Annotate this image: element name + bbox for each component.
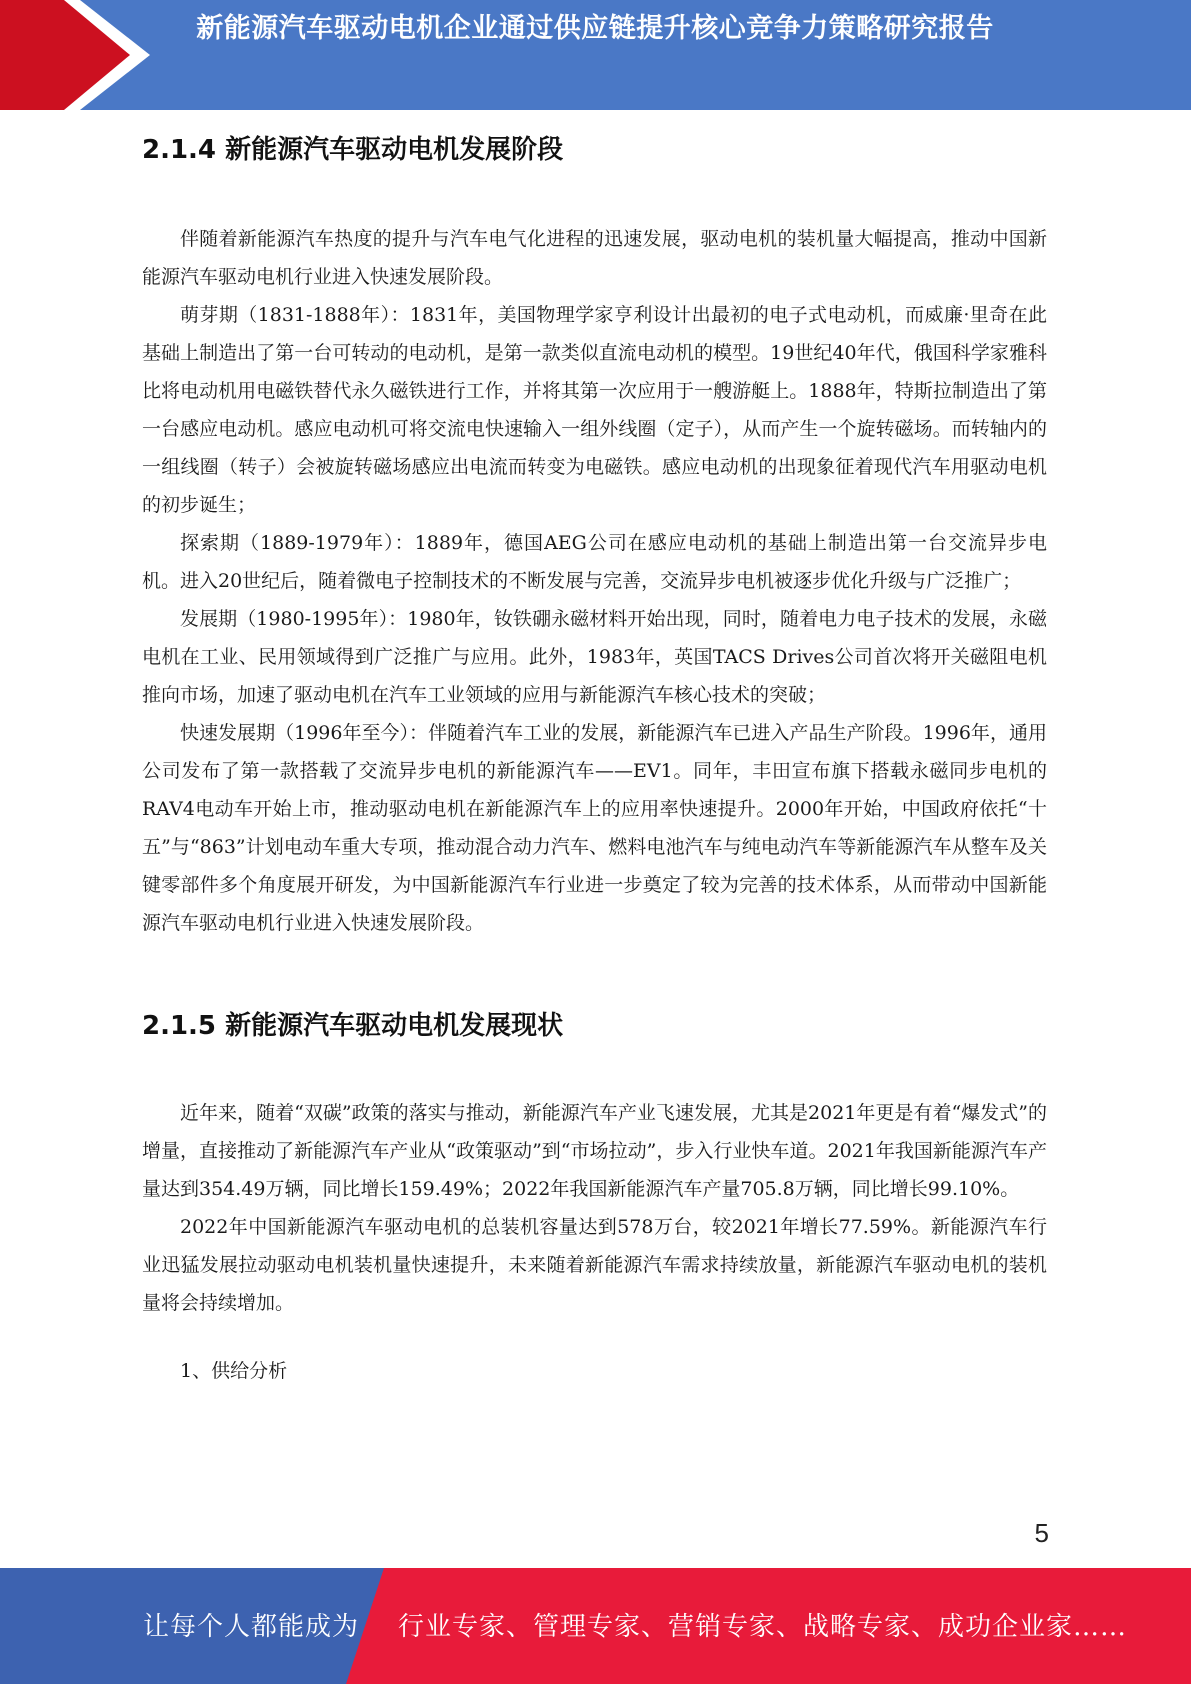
paragraph: 探索期（1889-1979年）：1889年，德国AEG公司在感应电动机的基础上制造出第一台交流异步电机。进入20世纪后，随着微电子控制技术的不断发展与完善，交流异步电机被逐步优化升级与广泛推广； bbox=[142, 532, 1047, 592]
paragraph: 2022年中国新能源汽车驱动电机的总装机容量达到578万台，较2021年增长77.59%。新能源汽车行业迅猛发展拉动驱动电机装机量快速提升，未来随着新能源汽车需求持续放量，新能源汽车驱动电机的装机量将会持续增加。 bbox=[142, 1216, 1047, 1314]
footer-slogan-right: 行业专家、管理专家、营销专家、战略专家、成功企业家…… bbox=[398, 1612, 1128, 1642]
paragraph: 快速发展期（1996年至今）：伴随着汽车工业的发展，新能源汽车已进入产品生产阶段。1996年，通用公司发布了第一款搭载了交流异步电机的新能源汽车——EV1。同年，丰田宣布旗下搭载永磁同步电机的RAV4电动车开始上市，推动驱动电机在新能源汽车上的应用率快速提升。2000年开始，中国政府依托“十五”与“863”计划电动车重大专项，推动混合动力汽车、燃料电池汽车与纯电动汽车等新能源汽车从整车及关键零部件多个角度展开研发，为中国新能源汽车行业进一步奠定了较为完善的技术体系，从而带动中国新能源汽车驱动电机行业进入快速发展阶段。 bbox=[142, 722, 1047, 934]
footer-slogan-left: 让每个人都能成为 bbox=[143, 1612, 360, 1642]
paragraph: 近年来，随着“双碳”政策的落实与推动，新能源汽车产业飞速发展，尤其是2021年更是有着“爆发式”的增量，直接推动了新能源汽车产业从“政策驱动”到“市场拉动”，步入行业快车道。2021年我国新能源汽车产量达到354.49万辆，同比增长159.49%；2022年我国新能源汽车产量705.8万辆，同比增长99.10%。 bbox=[142, 1102, 1047, 1200]
page-number: 5 bbox=[1034, 1518, 1049, 1548]
section-heading-2-1-4: 2.1.4 新能源汽车驱动电机发展阶段 bbox=[142, 135, 564, 165]
header-chevron-graphic bbox=[0, 0, 160, 110]
section-body-2-1-5 bbox=[142, 1094, 1047, 1390]
paragraph: 发展期（1980-1995年）：1980年，钕铁硼永磁材料开始出现，同时，随着电力电子技术的发展，永磁电机在工业、民用领域得到广泛推广与应用。此外，1983年，英国TACS Drives公司首次将开关磁阻电机推向市场，加速了驱动电机在汽车工业领域的应用与新能源汽车核心技术的突破； bbox=[142, 608, 1047, 706]
footer-banner bbox=[0, 1568, 1191, 1684]
paragraph: 萌芽期（1831-1888年）：1831年，美国物理学家亨利设计出最初的电子式电动机，而威廉·里奇在此基础上制造出了第一台可转动的电动机，是第一款类似直流电动机的模型。19世纪40年代，俄国科学家雅科比将电动机用电磁铁替代永久磁铁进行工作，并将其第一次应用于一艘游艇上。1888年，特斯拉制造出了第一台感应电动机。感应电动机可将交流电快速输入一组外线圈（定子），从而产生一个旋转磁场。而转轴内的一组线圈（转子）会被旋转磁场感应出电流而转变为电磁铁。感应电动机的出现象征着现代汽车用驱动电机的初步诞生； bbox=[142, 304, 1047, 516]
header-banner bbox=[0, 0, 1191, 110]
report-title: 新能源汽车驱动电机企业通过供应链提升核心竞争力策略研究报告 bbox=[196, 13, 994, 44]
section-body-2-1-4 bbox=[142, 220, 1047, 942]
paragraph: 伴随着新能源汽车热度的提升与汽车电气化进程的迅速发展，驱动电机的装机量大幅提高，推动中国新能源汽车驱动电机行业进入快速发展阶段。 bbox=[142, 228, 1047, 288]
subheading-supply-analysis: 1、供给分析 bbox=[180, 1360, 288, 1382]
page-content bbox=[142, 110, 1047, 1390]
section-heading-2-1-5: 2.1.5 新能源汽车驱动电机发展现状 bbox=[142, 1011, 564, 1041]
